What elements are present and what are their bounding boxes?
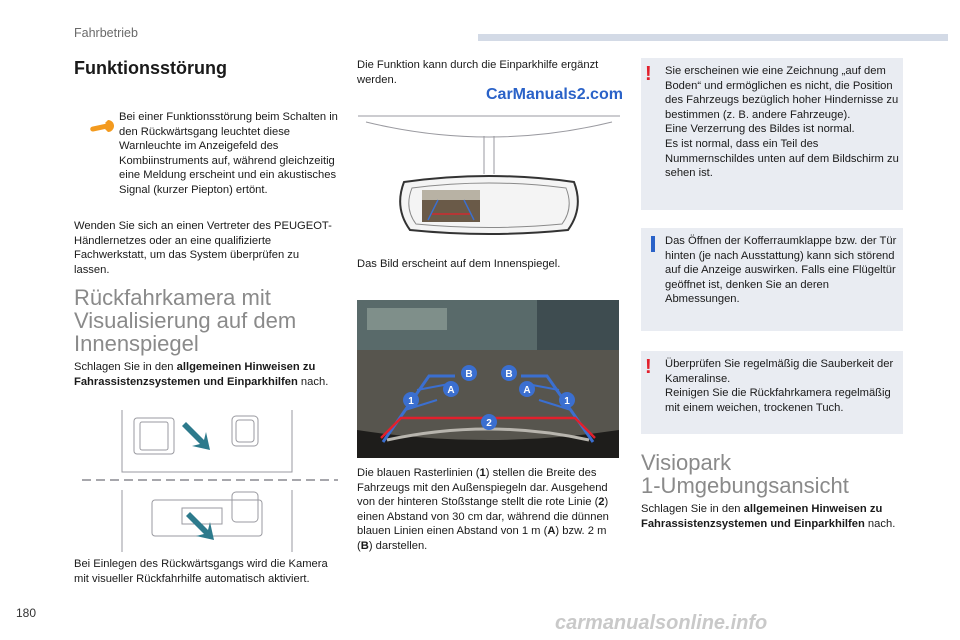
note-cleaning-text: Überprüfen Sie regelmäßig die Sauberkeit der Kameralinse. Reinigen Sie die Rückfahrkamera regelmäßig mit einem weichen, trockenen Tuch.	[665, 358, 894, 414]
camera-refer-text: Schlagen Sie in den allgemeinen Hinweisen zu Fahrassistenzsystemen und Einparkhilfen nach.	[74, 361, 329, 388]
visiopark-refer-text: Schlagen Sie in den allgemeinen Hinweisen zu Fahrassistenzsystemen und Einparkhilfen nach.	[641, 503, 896, 530]
info-icon	[651, 236, 655, 252]
camera-view-image	[357, 300, 619, 458]
svg-text:B: B	[505, 369, 513, 380]
svg-text:A: A	[447, 385, 455, 396]
marker-1-left	[403, 392, 419, 408]
van-rear-illustration	[82, 402, 338, 554]
mirror-caption: Das Bild erscheint auf dem Innenspiegel.	[357, 258, 561, 270]
note-box-cleaning	[641, 351, 903, 434]
marker-b-left	[461, 365, 477, 381]
section-header: Fahrbetrieb	[74, 26, 138, 40]
note-tailgate-text: Das Öffnen der Kofferraumklappe bzw. der Tür hinten (je nach Ausstattung) kann sich störend auf die Anzeige auswirken. Falls eine Flügeltür geöffnet ist, denken Sie an deren Abmessungen.	[665, 235, 897, 306]
svg-text:1: 1	[408, 396, 414, 407]
marker-1-right	[559, 392, 575, 408]
note-box-tailgate	[641, 228, 903, 331]
note-drawing-text: Sie erscheinen wie eine Zeichnung „auf dem Boden“ und ermöglichen es nicht, die Position des Fahrzeugs bezüglich hoher Hindernisse zu bestimmen (z. B. andere Fahrzeuge). Eine Verzerrung des Bildes ist normal. Es ist normal, dass ein Teil des Nummernschildes unten auf dem Bildschirm zu sehen ist.	[665, 65, 899, 180]
activation-text: Bei Einlegen des Rückwärtsgangs wird die Kamera mit visueller Rückfahrhilfe automatisch aktiviert.	[74, 558, 328, 585]
marker-2	[481, 414, 497, 430]
header-bar	[478, 34, 948, 41]
intro-text: Die Funktion kann durch die Einparkhilfe ergänzt werden.	[357, 59, 599, 86]
marker-a-left	[443, 381, 459, 397]
wrench-icon	[86, 117, 116, 139]
marker-a-right	[519, 381, 535, 397]
note-box-drawing	[641, 58, 903, 210]
warning-icon: !	[645, 356, 652, 378]
interior-mirror-illustration	[358, 112, 620, 242]
visiopark-section-title: Visiopark 1-Umgebungsansicht	[641, 450, 849, 498]
site-watermark: CarManuals2.com	[486, 86, 623, 103]
malfunction-title: Funktionsstörung	[74, 58, 227, 78]
malfunction-text: Bei einer Funktionsstörung beim Schalten in den Rückwärtsgang leuchtet diese Warnleuchte im Anzeigefeld des Kombiinstruments auf, während gleichzeitig eine Meldung erscheint und ein akustisches Signal (kurzer Piepton) ertönt.	[119, 111, 338, 196]
svg-text:A: A	[523, 385, 531, 396]
page-number: 180	[16, 606, 37, 620]
svg-text:2: 2	[486, 418, 492, 429]
warning-icon: !	[645, 63, 652, 85]
grid-lines-text: Die blauen Rasterlinien (1) stellen die Breite des Fahrzeugs mit den Außenspiegeln dar. Ausgehend von der hinteren Stoßstange stellt die rote Linie (2) einen Abstand von 30 cm dar, während die dünnen blauen Linien einen Abstand von 1 m (A) bzw. 2 m (B) darstellen.	[357, 467, 609, 552]
footer-watermark: carmanualsonline.info	[555, 612, 768, 634]
camera-section-title: Rückfahrkamera mit Visualisierung auf dem Innenspiegel	[74, 285, 297, 356]
svg-text:1: 1	[564, 396, 570, 407]
dealer-text: Wenden Sie sich an einen Vertreter des PEUGEOT-Händlernetzes oder an eine qualifizierte Fachwerkstatt, um das System überprüfen zu lassen.	[74, 220, 332, 276]
svg-text:B: B	[465, 369, 473, 380]
marker-b-right	[501, 365, 517, 381]
